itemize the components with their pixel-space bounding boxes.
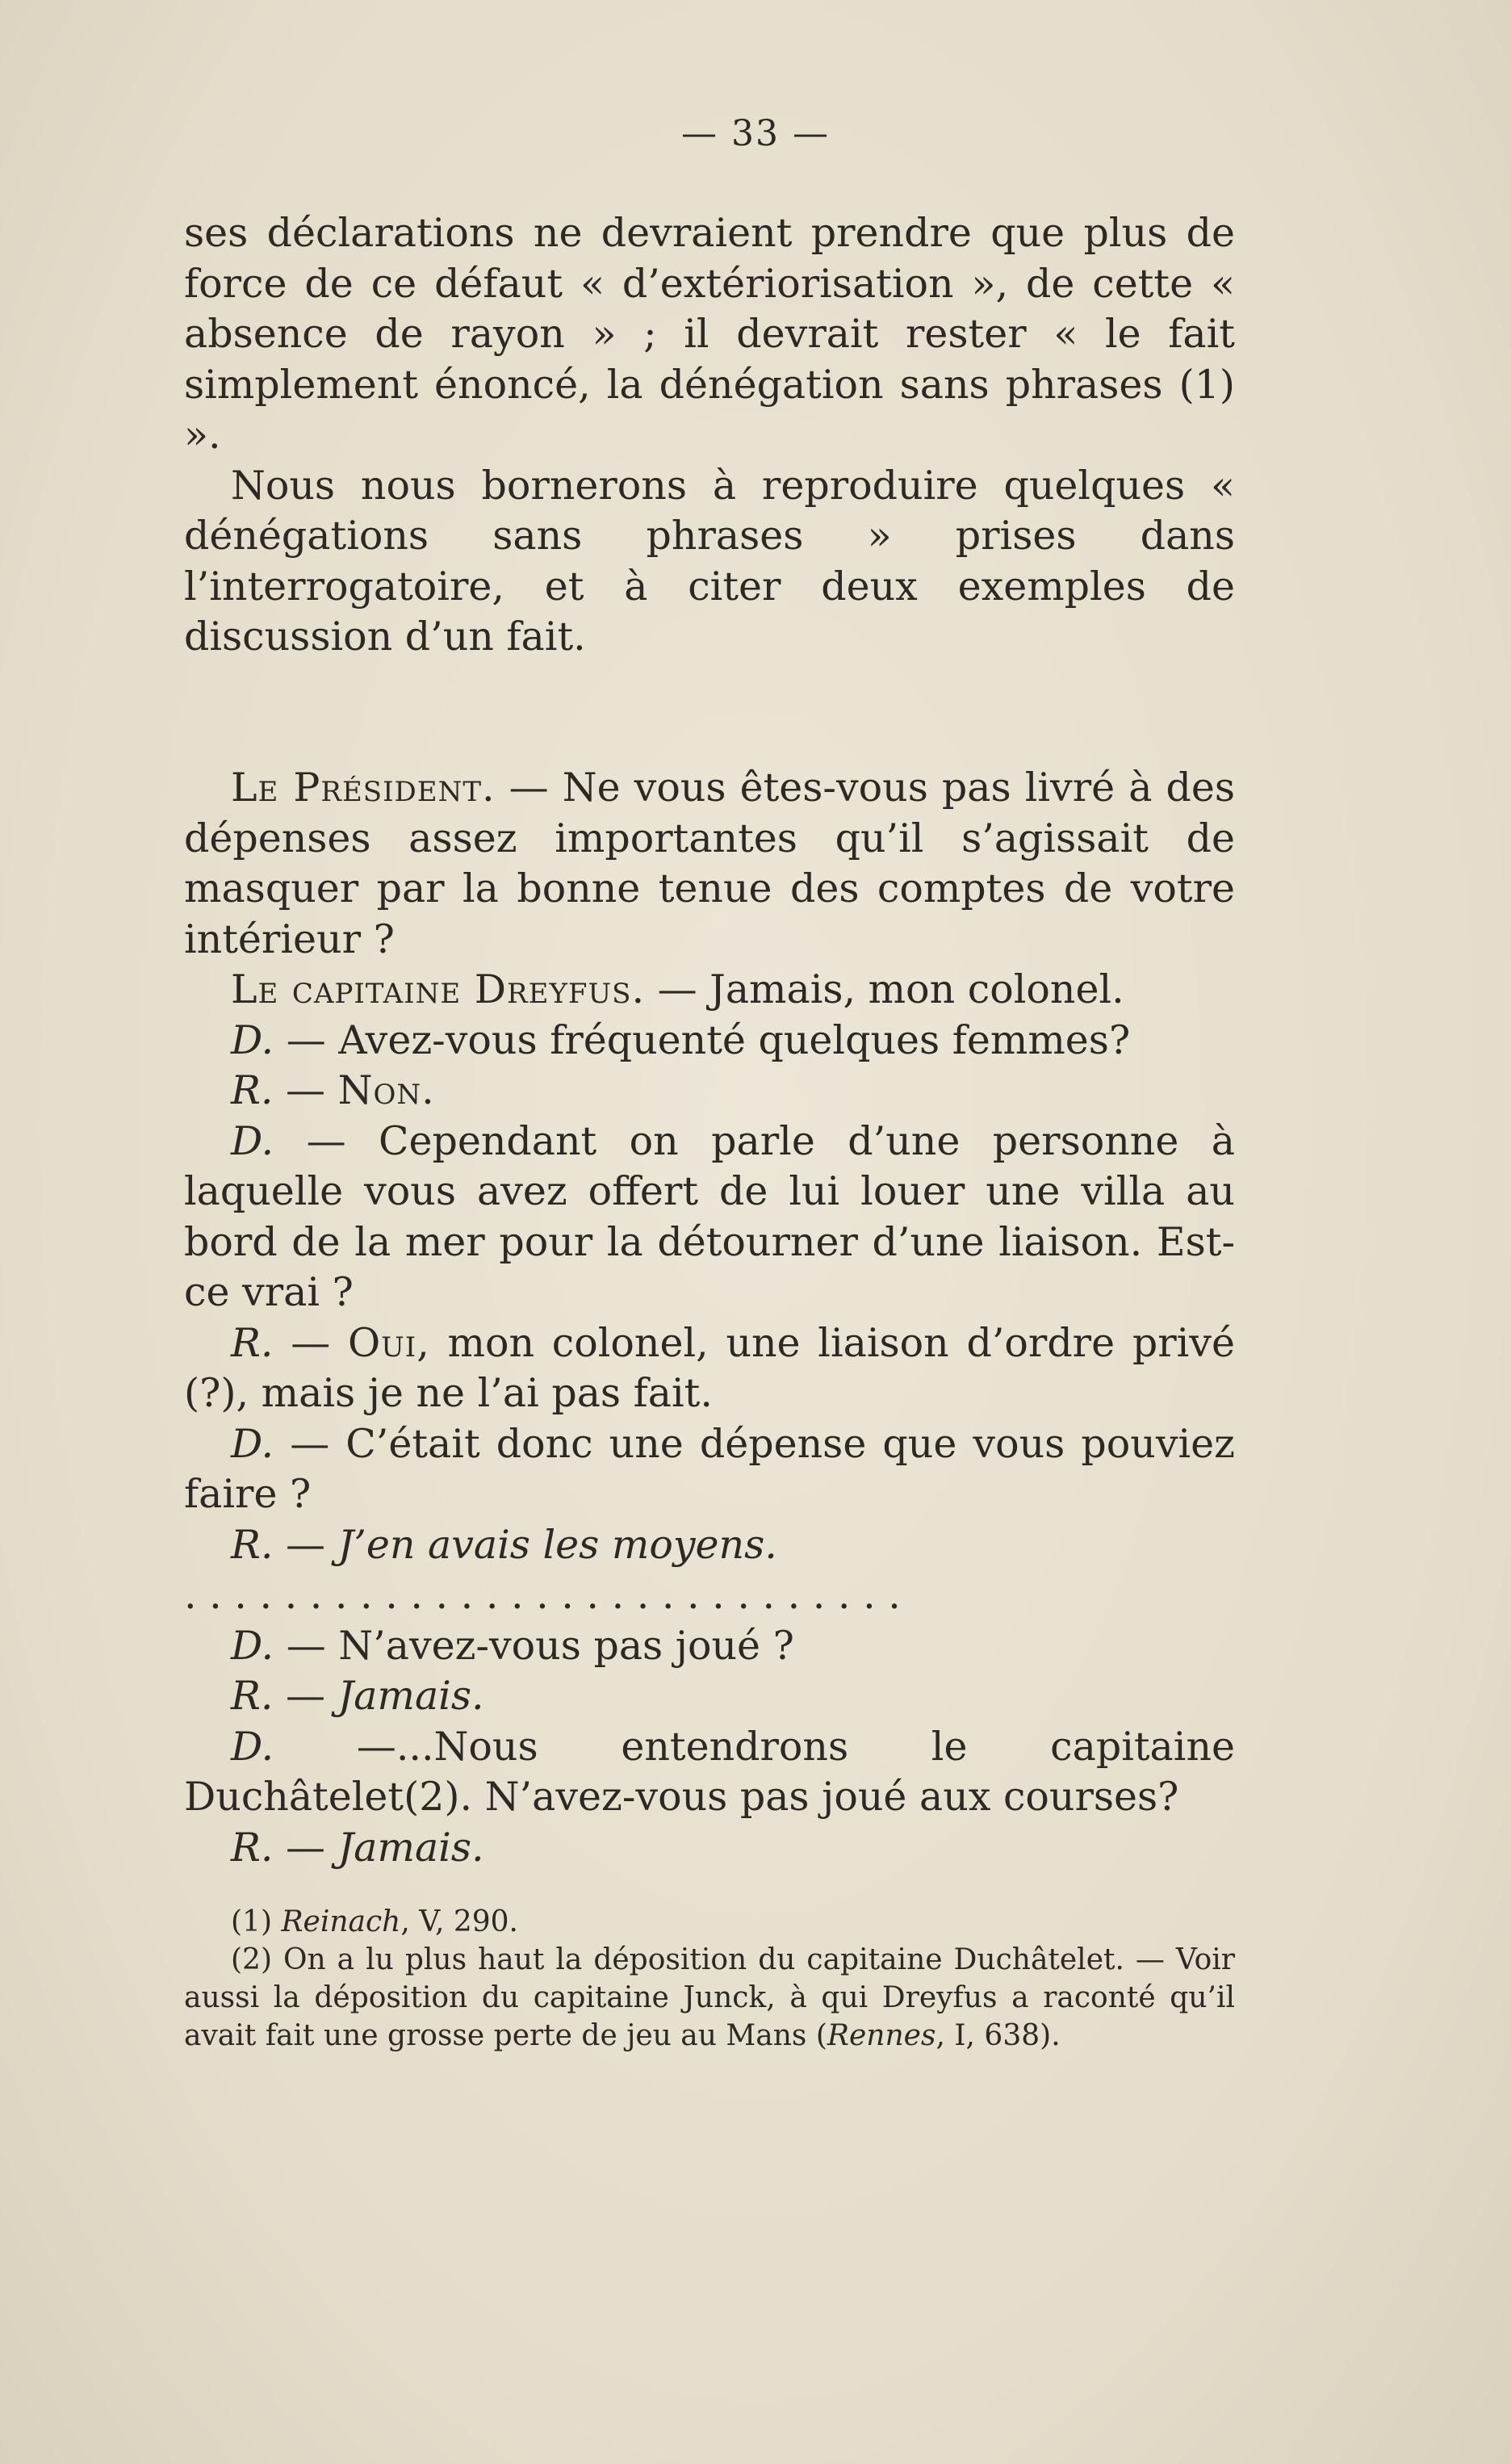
interrogation-dialogue xyxy=(184,763,1235,1873)
speaker: R. xyxy=(231,1673,274,1719)
dialogue-line xyxy=(184,1621,1235,1672)
paragraph: Nous nous bornerons à reproduire quelques « dénégations sans phrases » prises dans l’interrogatoire, et à citer deux exemples de discussion d’un fait. xyxy=(184,462,1235,660)
speaker: D. xyxy=(231,1117,274,1164)
speech: — Jamais, mon colonel. xyxy=(645,966,1124,1012)
dash: — xyxy=(273,1319,348,1366)
dialogue-line xyxy=(184,1520,1235,1571)
speech: — Ne vous êtes-vous pas livré à des dépenses assez importantes qu’il s’agissait de masquer par la bonne tenue des comptes de votre intérieur ? xyxy=(184,765,1235,962)
paragraph: ses déclarations ne devraient prendre que plus de force de ce défaut « d’extériorisation », de cette « absence de rayon » ; il devrait rester « le fait simplement énoncé, la dénégation sans phrases (1) ». xyxy=(184,210,1235,458)
dash: — xyxy=(273,1673,338,1719)
footnote-text: , V, 290. xyxy=(400,1905,518,1938)
speech: mon colonel, une liaison d’ordre privé (?), mais je ne l’ai pas fait. xyxy=(184,1319,1235,1416)
dialogue-line xyxy=(184,1823,1235,1874)
dialogue-line xyxy=(184,1016,1235,1066)
dash: — xyxy=(273,1824,338,1871)
speech: — Avez-vous fréquenté quelques femmes? xyxy=(274,1016,1131,1063)
speech: — Cependant on parle d’une personne à laquelle vous avez offert de lui louer une villa au bord de la mer pour la détourner d’une liaison. Est-ce vrai ? xyxy=(184,1117,1235,1315)
footnote-1 xyxy=(184,1903,1235,1941)
speech: — N’avez-vous pas joué ? xyxy=(274,1622,794,1669)
speaker: R. xyxy=(231,1067,274,1113)
ellipsis-row: . . . . . . . . . . . . . . . . . . . . . . . . . . . . . xyxy=(184,1572,901,1618)
answer: Jamais. xyxy=(337,1824,484,1871)
dash: — xyxy=(273,1067,338,1113)
dialogue-line xyxy=(184,965,1235,1016)
page-number: — 33 — xyxy=(681,113,830,154)
speech: —...Nous entendrons le capitaine Duchâtelet(2). N’avez-vous pas joué aux courses? xyxy=(184,1723,1235,1820)
footnote-source: Rennes xyxy=(827,2019,936,2052)
answer: J’en avais les moyens. xyxy=(337,1521,777,1568)
answer: Oui, xyxy=(347,1319,430,1366)
intro-text xyxy=(184,208,1235,663)
speech: — C’était donc une dépense que vous pouviez faire ? xyxy=(184,1420,1235,1517)
footnote-source: Reinach xyxy=(281,1905,401,1938)
speaker: R. xyxy=(231,1824,274,1871)
footnote-2 xyxy=(184,1941,1235,2055)
footnotes xyxy=(184,1903,1235,2055)
speaker: R. xyxy=(231,1521,274,1568)
speaker: D. xyxy=(231,1723,274,1770)
dialogue-line xyxy=(184,1722,1235,1823)
dialogue-line xyxy=(184,1066,1235,1117)
footnote-text: , I, 638). xyxy=(935,2019,1061,2052)
dash: — xyxy=(273,1521,338,1568)
speaker: Le capitaine Dreyfus. xyxy=(231,966,646,1012)
speaker: D. xyxy=(231,1622,274,1669)
dialogue-line xyxy=(184,763,1235,965)
dialogue-line xyxy=(184,1671,1235,1722)
answer: Non. xyxy=(337,1067,435,1113)
dialogue-line xyxy=(184,1318,1235,1419)
dialogue-line xyxy=(184,1117,1235,1318)
speaker: R. xyxy=(231,1319,274,1366)
footnote-mark: (1) xyxy=(231,1905,282,1938)
dialogue-line xyxy=(184,1419,1235,1520)
speaker: Le Président. xyxy=(231,765,496,811)
speaker: D. xyxy=(231,1420,274,1467)
speaker: D. xyxy=(231,1016,274,1063)
answer: Jamais. xyxy=(337,1673,484,1719)
footnote-text: (2) On a lu plus haut la déposition du capitaine Duchâtelet. — Voir aussi la déposition du capitaine Junck, à qui Dreyfus a raconté qu’il avait fait une grosse perte de jeu au Mans ( xyxy=(184,1943,1235,2052)
